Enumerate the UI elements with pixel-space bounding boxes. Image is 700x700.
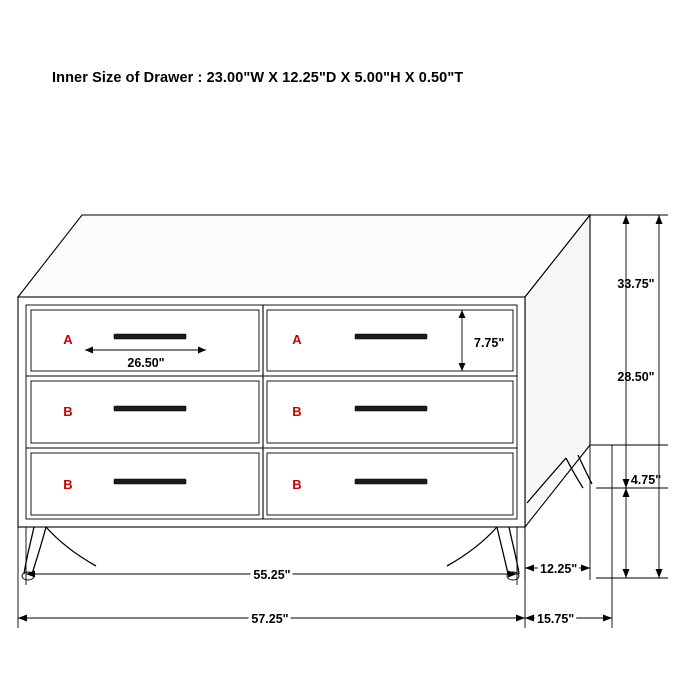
arrow-overall-width-right [516,615,525,622]
drawer-letter-bottom-right: B [292,477,302,492]
page-title: Inner Size of Drawer : 23.00"W X 12.25"D X 5.00"H X 0.50"T [52,70,464,86]
drawer-letter-mid-right: B [292,404,302,419]
leg-front-left [24,527,34,574]
dim-label-case-height: 28.50" [617,370,655,384]
drawer-handle-mid-left[interactable] [114,406,186,411]
arrow-leg-height-top [623,488,630,497]
leg-front-right [497,527,508,574]
dim-label-leg-height: 4.75" [630,473,662,487]
dim-label-overall-width: 57.25" [251,612,289,626]
arrow-case-width-left [26,571,35,578]
arrow-leg-height-bottom [623,569,630,578]
drawer-handle-bottom-right[interactable] [355,479,427,484]
dim-label-case-width: 55.25" [253,568,291,582]
arrow-case-depth-right [581,565,590,572]
leg-front-left-inner [32,527,46,574]
dim-label-case-depth: 12.25" [540,562,578,576]
dim-label-overall-depth: 15.75" [537,612,575,626]
arrow-overall-height-top [656,215,663,224]
cabinet-top-face [18,215,590,297]
cabinet-front-face [18,297,525,527]
leg-front-right-inner [509,527,519,574]
leg-brace-left [46,527,96,566]
drawer-letter-top-right: A [292,332,302,347]
arrow-overall-height-bottom [656,569,663,578]
drawer-handle-mid-right[interactable] [355,406,427,411]
arrow-overall-depth-left [525,615,534,622]
arrow-overall-width-left [18,615,27,622]
dim-label-drawer-height: 7.75" [474,336,505,350]
arrow-overall-depth-right [603,615,612,622]
drawer-handle-top-right[interactable] [355,334,427,339]
arrow-case-height-bottom [623,479,630,488]
drawer-letter-bottom-left: B [63,477,73,492]
arrow-case-depth-left [525,565,534,572]
drawer-letter-top-left: A [63,332,73,347]
drawer-handle-top-left[interactable] [114,334,186,339]
drawer-letter-mid-left: B [63,404,73,419]
dim-label-drawer-width: 26.50" [127,356,165,370]
arrow-case-height-top [623,215,630,224]
dim-label-overall-height: 33.75" [617,277,655,291]
arrow-case-width-right [508,571,517,578]
leg-brace-right [447,527,497,566]
drawer-handle-bottom-left[interactable] [114,479,186,484]
